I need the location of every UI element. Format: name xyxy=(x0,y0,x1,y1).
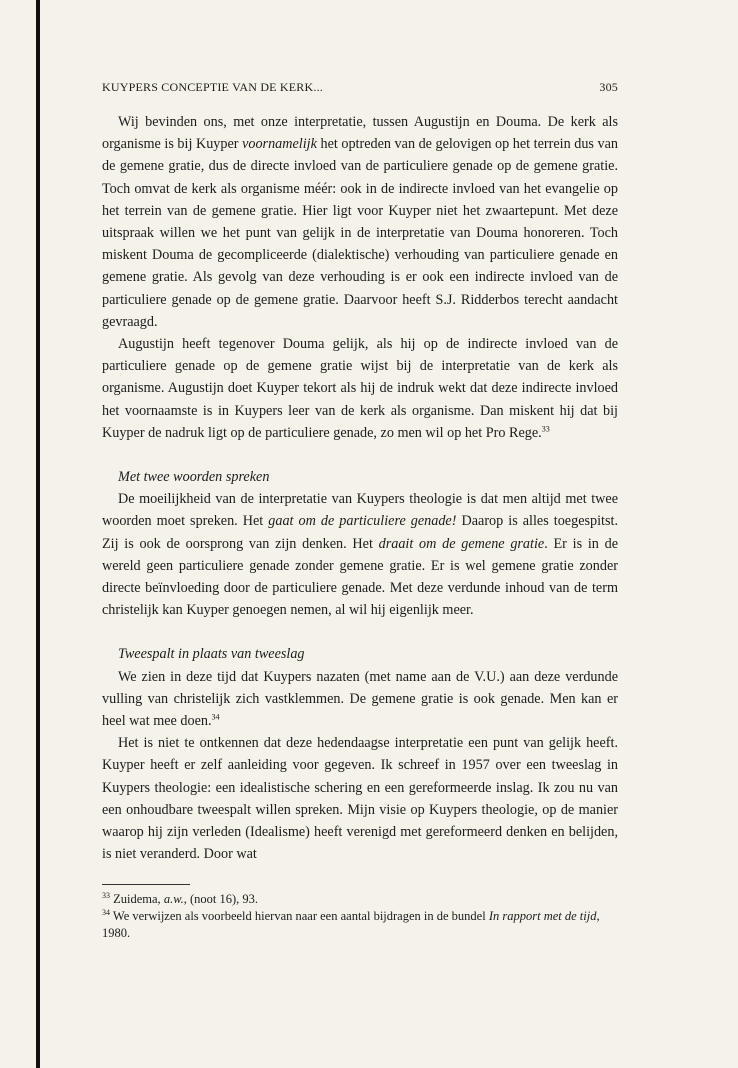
page-spine-edge xyxy=(36,0,40,1068)
paragraph-3: De moeilijkheid van de interpretatie van Kuypers theologie is dat men altijd met twee woorden moet spreken. Het gaat om de particuliere genade! Daarop is alles toegespitst. Zij is ook de oorsprong van zijn denken. Het draait om de gemene gratie. Er is in de wereld geen particuliere genade zonder gemene gratie. Er is wel gemene gratie zonder directe beïnvloeding door de particuliere genade. Met deze verdunde inhoud van de term christelijk kan Kuyper genoegen nemen, al wil hij eigenlijk meer. xyxy=(102,491,619,619)
section-title-tweespalt: Tweespalt in plaats van tweeslag xyxy=(118,646,305,663)
emphasis: gaat om de particuliere genade! xyxy=(268,513,457,530)
paragraph-2: Augustijn heeft tegenover Douma gelijk, als hij op de indirecte invloed van de particuliere genade op de gemene gratie wijst bij de interpretatie van de kerk als organisme. Augustijn doet Kuyper tekort als hij de indruk wekt dat deze indirecte invloed het voornaamste is in Kuypers leer van de kerk als organisme. Dan miskent hij dat bij Kuyper de nadruk ligt op de particuliere genade, zo men wil op het Pro Rege.$^{33}$ xyxy=(102,336,618,441)
page-content xyxy=(102,74,618,866)
running-title: KUYPERS CONCEPTIE VAN DE KERK... xyxy=(102,80,323,94)
section-title-met-twee-woorden: Met twee woorden spreken xyxy=(118,469,270,486)
paragraph-5: Het is niet te ontkennen dat deze hedendaagse interpretatie een punt van gelijk heeft. Kuyper heeft er zelf aanleiding voor gegeven. Ik schreef in 1957 over een tweeslag in Kuypers theologie: een idealistische schering en een gereformeerde inslag. Ik zou nu van een onhoudbare tweespalt willen spreken. Mijn visie op Kuypers theologie, op de manier waarop hij zijn verleden (Idealisme) heeft verenigd met gereformeerd denken en belijden, is niet veranderd. Door wat xyxy=(102,735,618,863)
emphasis: draait om de gemene gratie xyxy=(378,535,545,552)
footnote-34: $^{34}$ We verwijzen als voorbeeld hiervan naar een aantal bijdragen in de bundel In rapport met de tijd, 1980. xyxy=(102,907,600,940)
paragraph-4: We zien in deze tijd dat Kuypers nazaten (met name aan de V.U.) aan deze verdunde vulling van christelijk zich vastklemmen. De gemene gratie is ook genade. Men kan er heel wat mee doen.$^{34}$ xyxy=(102,668,618,730)
footnote-ref-34: 34 xyxy=(211,712,220,722)
page-number: 305 xyxy=(599,80,618,94)
emphasis: voornamelijk xyxy=(242,136,317,153)
footnote-divider xyxy=(102,884,190,885)
footnote-ref-33: 33 xyxy=(541,424,550,434)
body-text xyxy=(102,111,618,866)
running-header xyxy=(102,74,618,100)
paragraph-1: Wij bevinden ons, met onze interpretatie, tussen Augustijn en Douma. De kerk als organisme is bij Kuyper voornamelijk het optreden van de gelovigen op het terrein dus van de gemene gratie, dus de directe invloed van de particuliere genade op de gemene gratie. Toch omvat de kerk als organisme méér: ook in de indirecte invloed van het evangelie op het terrein van de gemene gratie. Hier ligt voor Kuyper niet het zwaartepunt. Met deze uitspraak willen we het punt van gelijk in de interpretatie van Douma honoreren. Toch miskent Douma de gecompliceerde (dialektische) verhouding van particuliere genade en gemene gratie. Als gevolg van deze verhouding is er ook een indirecte invloed van de particuliere genade op de gemene gratie. Daarvoor heeft S.J. Ridderbos terecht aandacht gevraagd. xyxy=(102,114,618,330)
footnotes xyxy=(102,884,618,942)
footnote-33: $^{33}$ Zuidema, a.w., (noot 16), 93. xyxy=(102,890,259,906)
